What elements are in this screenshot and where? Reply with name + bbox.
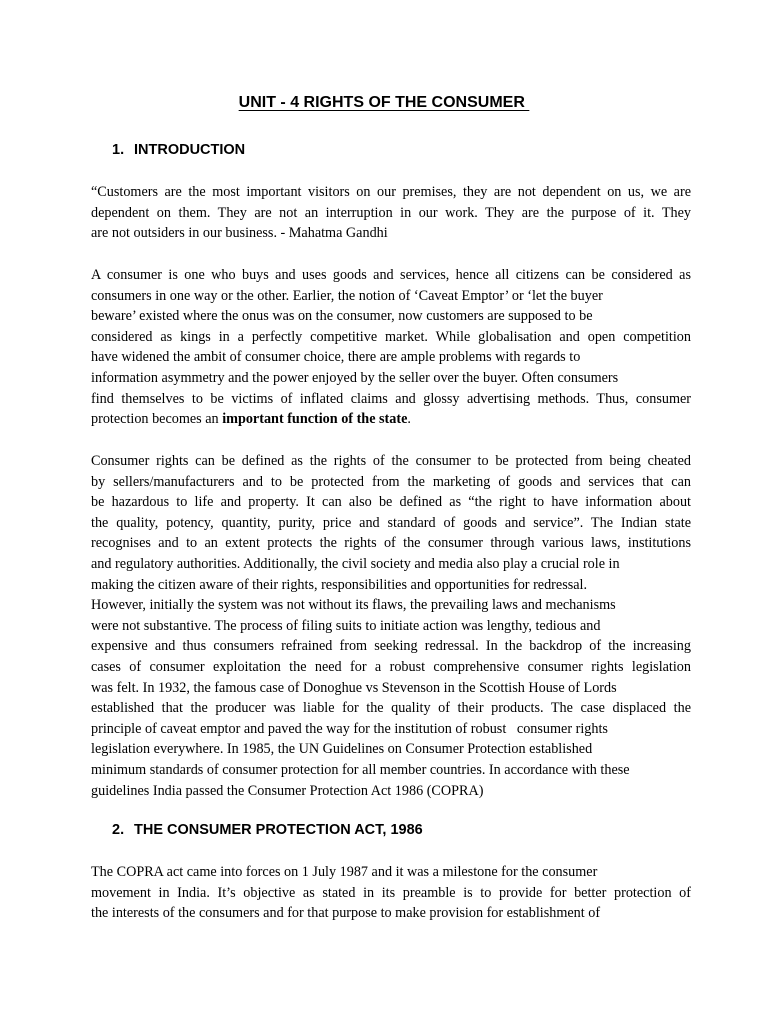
text-line: [91, 409, 691, 430]
text-line: “Customers are the most important visitors on our premises, they are not dependent on us, we are: [91, 184, 691, 200]
text-line: minimum standards of consumer protection for all member countries. In accordance with these: [91, 761, 630, 778]
text-line: established that the producer was liable for the quality of their products. The case displaced the: [91, 700, 691, 717]
text-line: cases of consumer exploitation the need for a robust comprehensive consumer rights legislation: [91, 658, 691, 675]
text-line: beware’ existed where the onus was on the consumer, now customers are supposed to be: [91, 308, 593, 325]
text-line: However, initially the system was not without its flaws, the prevailing laws and mechanisms: [91, 597, 616, 614]
paragraph-copra: [91, 862, 691, 924]
text-line: expensive and thus consumers refrained from seeking redressal. In the backdrop of the increasing: [91, 638, 691, 655]
text-line: are not outsiders in our business. - Mahatma Gandhi: [91, 225, 388, 242]
text-line: The COPRA act came into forces on 1 July 1987 and it was a milestone for the consumer: [91, 864, 598, 880]
text-line: Consumer rights can be defined as the rights of the consumer to be protected from being cheated: [91, 453, 691, 469]
section-heading-introduction: [112, 142, 245, 158]
text-line: recognises and to an extent protects the rights of the consumer through various laws, institutions: [91, 535, 691, 552]
bold-phrase: important function of the state: [222, 411, 408, 428]
text-line: the interests of the consumers and for that purpose to make provision for establishment of: [91, 905, 601, 922]
text-line: guidelines India passed the Consumer Protection Act 1986 (COPRA): [91, 782, 484, 799]
text-line: were not substantive. The process of filing suits to initiate action was lengthy, tedious and: [91, 617, 601, 634]
text-run: .: [407, 411, 411, 428]
text-line: information asymmetry and the power enjoyed by the seller over the buyer. Often consumers: [91, 369, 619, 386]
section-title: INTRODUCTION: [134, 142, 246, 158]
page-title: UNIT - 4 RIGHTS OF THE CONSUMER: [238, 94, 530, 111]
text-line: legislation everywhere. In 1985, the UN Guidelines on Consumer Protection established: [91, 741, 593, 758]
text-line: find themselves to be victims of inflated claims and glossy advertising methods. Thus, consumer: [91, 390, 691, 407]
text-line: by sellers/manufacturers and to be protected from the marketing of goods and services that can: [91, 473, 691, 490]
text-line: the quality, potency, quantity, purity, price and standard of goods and service”. The Indian state: [91, 514, 691, 531]
text-line: dependent on them. They are not an interruption in our work. They are the purpose of it. They: [91, 204, 691, 221]
section-number: 2.: [112, 822, 125, 838]
gandhi-quote: [91, 182, 691, 244]
paragraph-consumer-rights: [91, 451, 691, 801]
section-title: THE CONSUMER PROTECTION ACT, 1986: [134, 822, 423, 838]
text-line: A consumer is one who buys and uses goods and services, hence all citizens can be considered as: [91, 267, 691, 283]
section-heading-copra: [112, 822, 423, 838]
text-line: making the citizen aware of their rights, responsibilities and opportunities for redressal.: [91, 576, 588, 593]
text-line: principle of caveat emptor and paved the way for the institution of robust consumer rights: [91, 720, 608, 737]
text-line: have widened the ambit of consumer choice, there are ample problems with regards to: [91, 349, 581, 366]
section-number: 1.: [112, 142, 125, 158]
text-run: protection becomes an: [91, 411, 223, 428]
text-line: was felt. In 1932, the famous case of Donoghue vs Stevenson in the Scottish House of Lords: [91, 679, 617, 696]
text-line: consumers in one way or the other. Earlier, the notion of ‘Caveat Emptor’ or ‘let the buyer: [91, 287, 603, 304]
text-line: movement in India. It’s objective as stated in its preamble is to provide for better protection of: [91, 884, 691, 901]
paragraph-consumer-definition: [91, 265, 691, 430]
text-line: and regulatory authorities. Additionally, the civil society and media also play a crucial role in: [91, 555, 620, 572]
text-line: be hazardous to life and property. It can also be defined as “the right to have information about: [91, 494, 691, 511]
text-line: considered as kings in a perfectly competitive market. While globalisation and open competition: [91, 328, 691, 345]
